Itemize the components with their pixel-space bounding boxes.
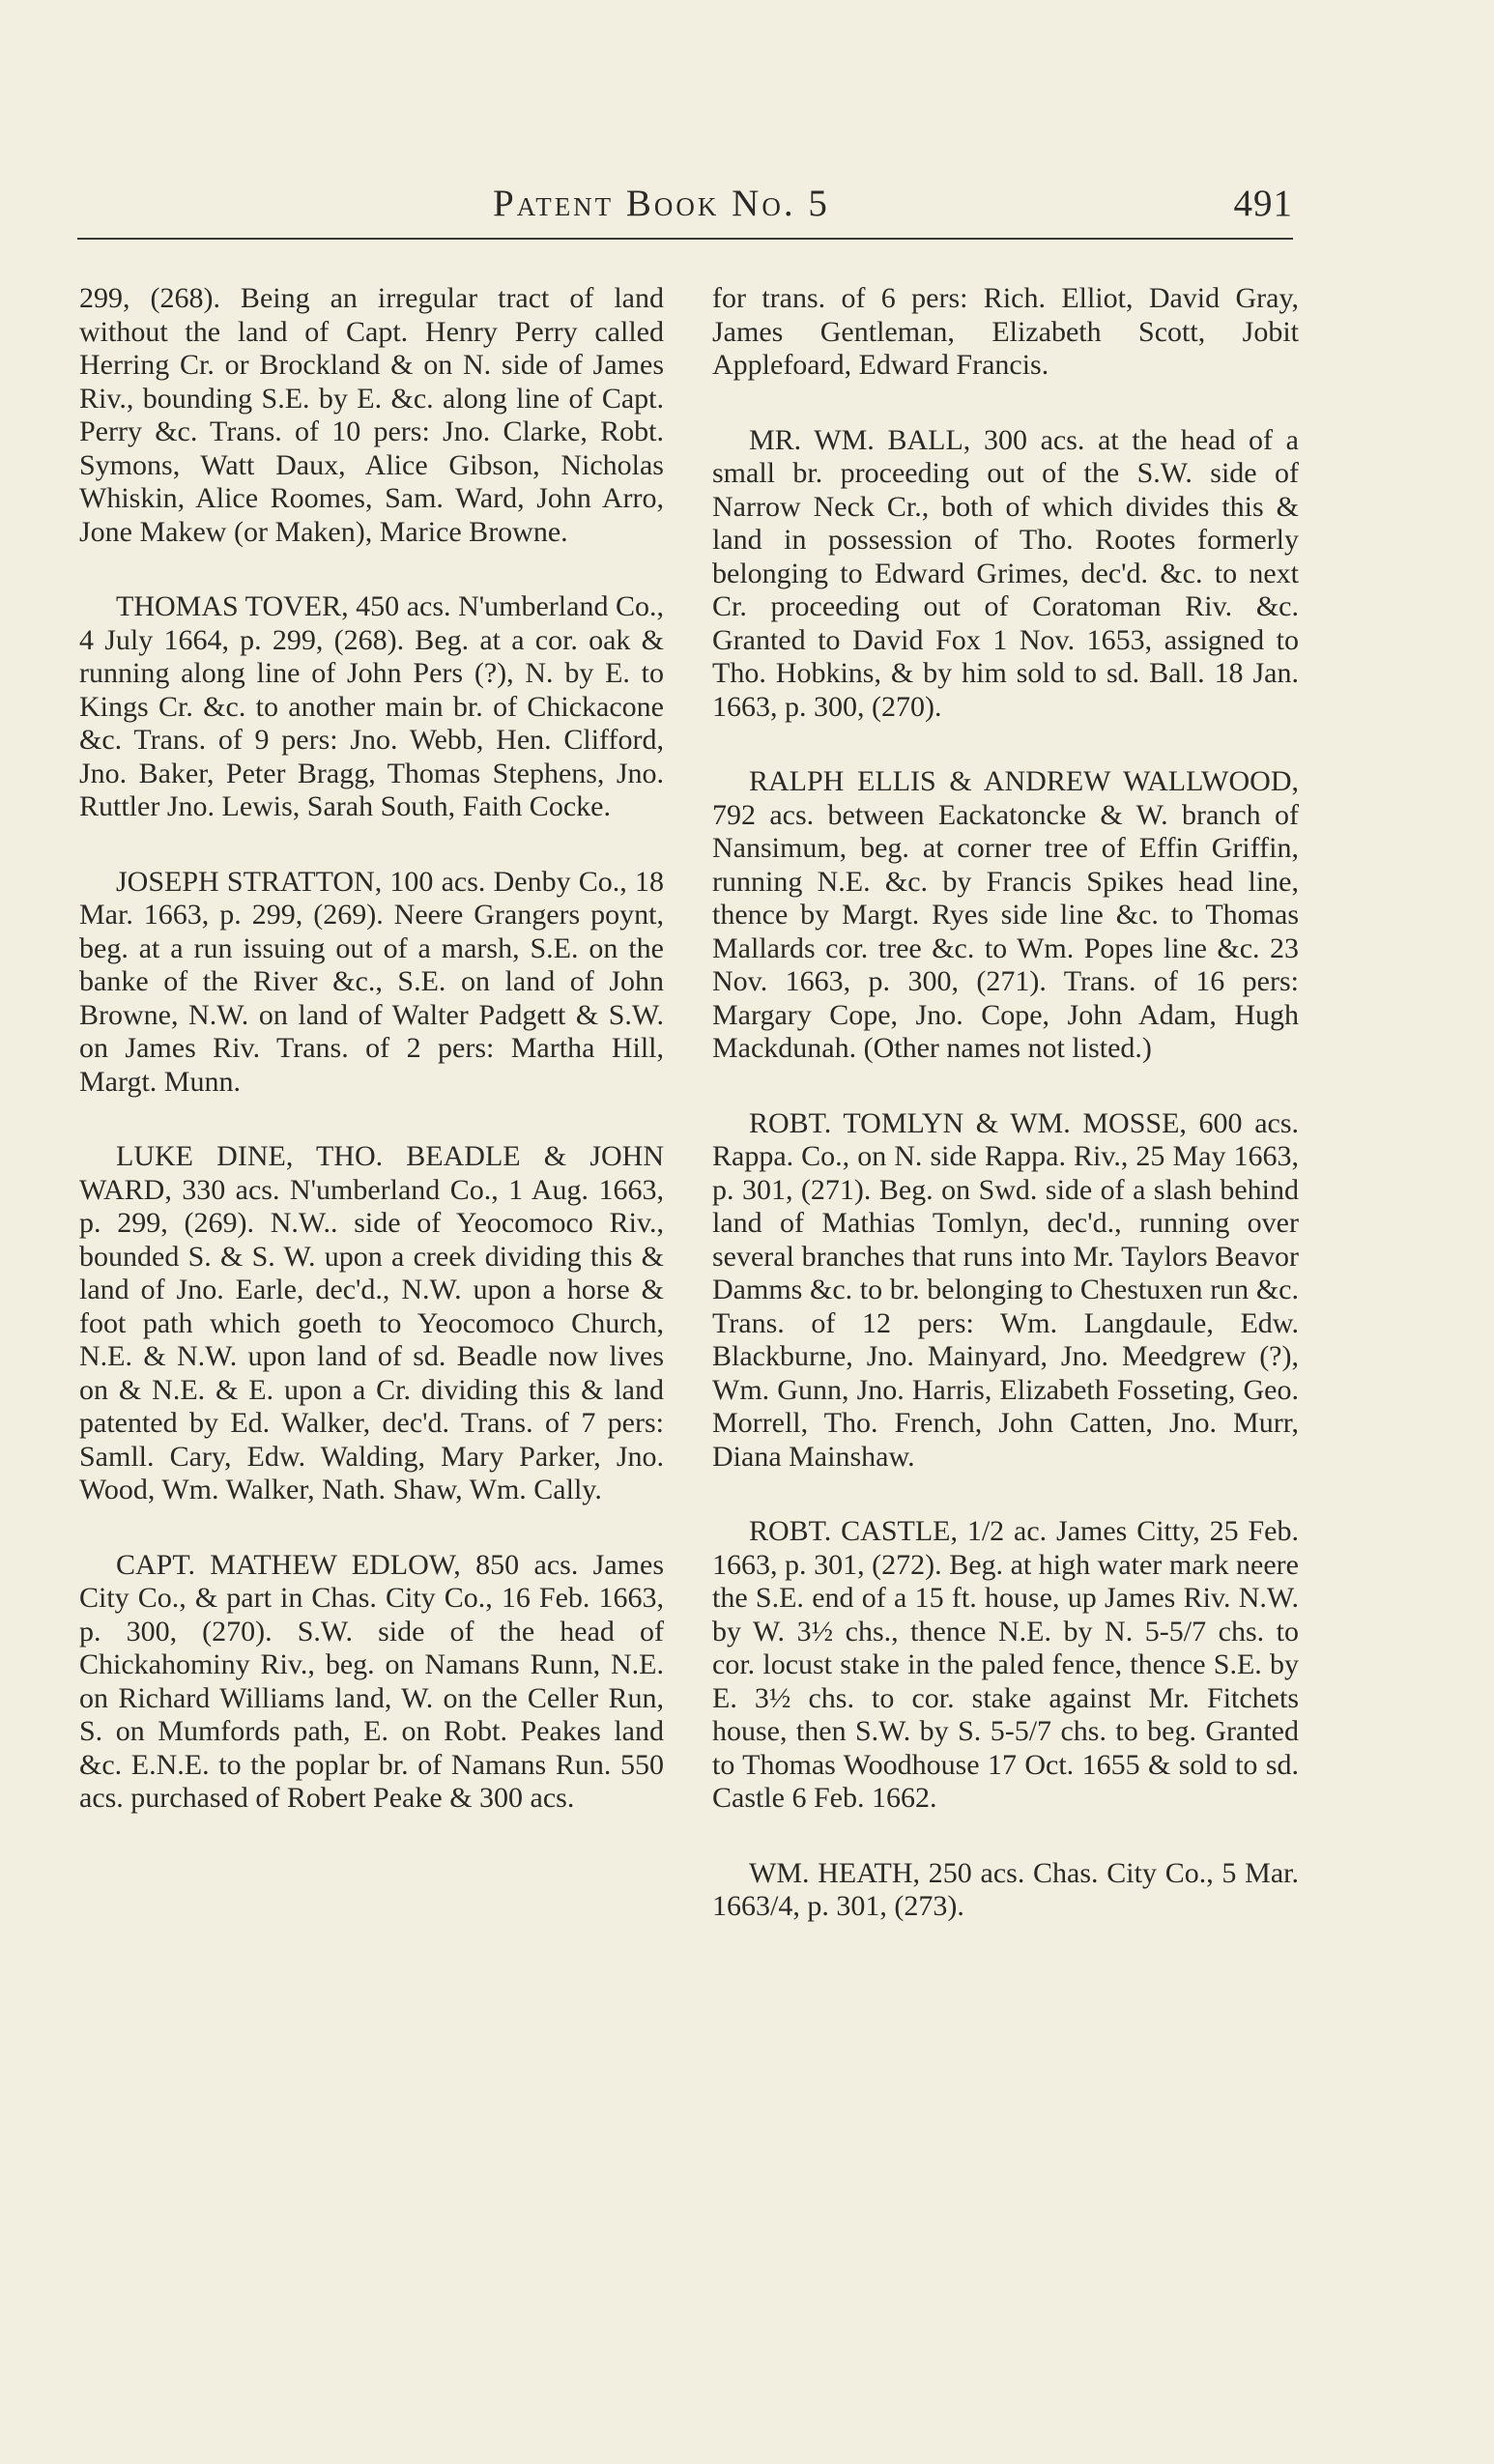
patent-entry: RALPH ELLIS & ANDREW WALLWOOD, 792 acs. between Eackatoncke & W. branch of Nansimum, beg. at corner tree of Effin Griffin, running N.E. &c. by Francis Spikes head line, thence by Margt. Ryes side line &c. to Thomas Mallards cor. tree &c. to Wm. Popes line &c. 23 Nov. 1663, p. 300, (271). Trans. of 16 pers: Margary Cope, Jno. Cope, John Adam, Hugh Mackdunah. (Other names not listed.): [712, 765, 1299, 1064]
left-column: [79, 282, 664, 1816]
patent-entry: WM. HEATH, 250 acs. Chas. City Co., 5 Mar. 1663/4, p. 301, (273).: [712, 1856, 1299, 1922]
patent-entry: 299, (268). Being an irregular tract of land without the land of Capt. Henry Perry called Herring Cr. or Brockland & on N. side of James Riv., bounding S.E. by E. &c. along line of Capt. Perry &c. Trans. of 10 pers: Jno. Clarke, Robt. Symons, Watt Daux, Alice Gibson, Nicholas Whiskin, Alice Roomes, Sam. Ward, John Arro, Jone Makew (or Maken), Marice Browne.: [79, 282, 664, 548]
patent-entry: THOMAS TOVER, 450 acs. N'umberland Co., 4 July 1664, p. 299, (268). Beg. at a cor. oak & running along line of John Pers (?), N. by E. to Kings Cr. &c. to another main br. of Chickacone &c. Trans. of 9 pers: Jno. Webb, Hen. Clifford, Jno. Baker, Peter Bragg, Thomas Stephens, Jno. Ruttler Jno. Lewis, Sarah South, Faith Cocke.: [79, 590, 664, 822]
patent-entry: JOSEPH STRATTON, 100 acs. Denby Co., 18 Mar. 1663, p. 299, (269). Neere Grangers poynt, beg. at a run issuing out of a marsh, S.E. on the banke of the River &c., S.E. on land of John Browne, N.W. on land of Walter Padgett & S.W. on James Riv. Trans. of 2 pers: Martha Hill, Margt. Munn.: [79, 865, 664, 1098]
patent-entry: ROBT. TOMLYN & WM. MOSSE, 600 acs. Rappa. Co., on N. side Rappa. Riv., 25 May 1663, p. 301, (271). Beg. on Swd. side of a slash behind land of Mathias Tomlyn, dec'd., running over several branches that runs into Mr. Taylors Beavor Damms &c. to br. belonging to Chestuxen run &c. Trans. of 12 pers: Wm. Langdaule, Edw. Blackburne, Jno. Mainyard, Jno. Meedgrew (?), Wm. Gunn, Jno. Harris, Elizabeth Fosseting, Geo. Morrell, Tho. French, John Catten, Jno. Murr, Diana Mainshaw.: [712, 1106, 1299, 1473]
running-title: Patent Book No. 5: [493, 183, 830, 224]
right-column: [712, 282, 1299, 1924]
page-header: [77, 182, 1293, 236]
patent-entry: LUKE DINE, THO. BEADLE & JOHN WARD, 330 acs. N'umberland Co., 1 Aug. 1663, p. 299, (269). N.W.. side of Yeocomoco Riv., bounded S. & S. W. upon a creek dividing this & land of Jno. Earle, dec'd., N.W. upon a horse & foot path which goeth to Yeocomoco Church, N.E. & N.W. upon land of sd. Beadle now lives on & N.E. & E. upon a Cr. dividing this & land patented by Ed. Walker, dec'd. Trans. of 7 pers: Samll. Cary, Edw. Walding, Mary Parker, Jno. Wood, Wm. Walker, Nath. Shaw, Wm. Cally.: [79, 1140, 664, 1505]
patent-entry: MR. WM. BALL, 300 acs. at the head of a small br. proceeding out of the S.W. side of Narrow Neck Cr., both of which divides this & land in possession of Tho. Rootes formerly belonging to Edward Grimes, dec'd. &c. to next Cr. proceeding out of Coratoman Riv. &c. Granted to David Fox 1 Nov. 1653, assigned to Tho. Hobkins, & by him sold to sd. Ball. 18 Jan. 1663, p. 300, (270).: [712, 423, 1299, 723]
patent-entry: ROBT. CASTLE, 1/2 ac. James Citty, 25 Feb. 1663, p. 301, (272). Beg. at high water mark neere the S.E. end of a 15 ft. house, up James Riv. N.W. by W. 3½ chs., thence N.E. by N. 5-5/7 chs. to cor. locust stake in the paled fence, thence S.E. by E. 3½ chs. to cor. stake against Mr. Fitchets house, then S.W. by S. 5-5/7 chs. to beg. Granted to Thomas Woodhouse 17 Oct. 1655 & sold to sd. Castle 6 Feb. 1662.: [712, 1515, 1299, 1814]
patent-entry: CAPT. MATHEW EDLOW, 850 acs. James City Co., & part in Chas. City Co., 16 Feb. 1663, p. 300, (270). S.W. side of the head of Chickahominy Riv., beg. on Namans Runn, N.E. on Richard Williams land, W. on the Celler Run, S. on Mumfords path, E. on Robt. Peakes land &c. E.N.E. to the poplar br. of Namans Run. 550 acs. purchased of Robert Peake & 300 acs.: [79, 1548, 664, 1814]
page-number: 491: [1233, 183, 1293, 224]
header-rule: [77, 238, 1293, 240]
patent-entry: for trans. of 6 pers: Rich. Elliot, David Gray, James Gentleman, Elizabeth Scott, Jobit Applefoard, Edward Francis.: [712, 282, 1299, 381]
